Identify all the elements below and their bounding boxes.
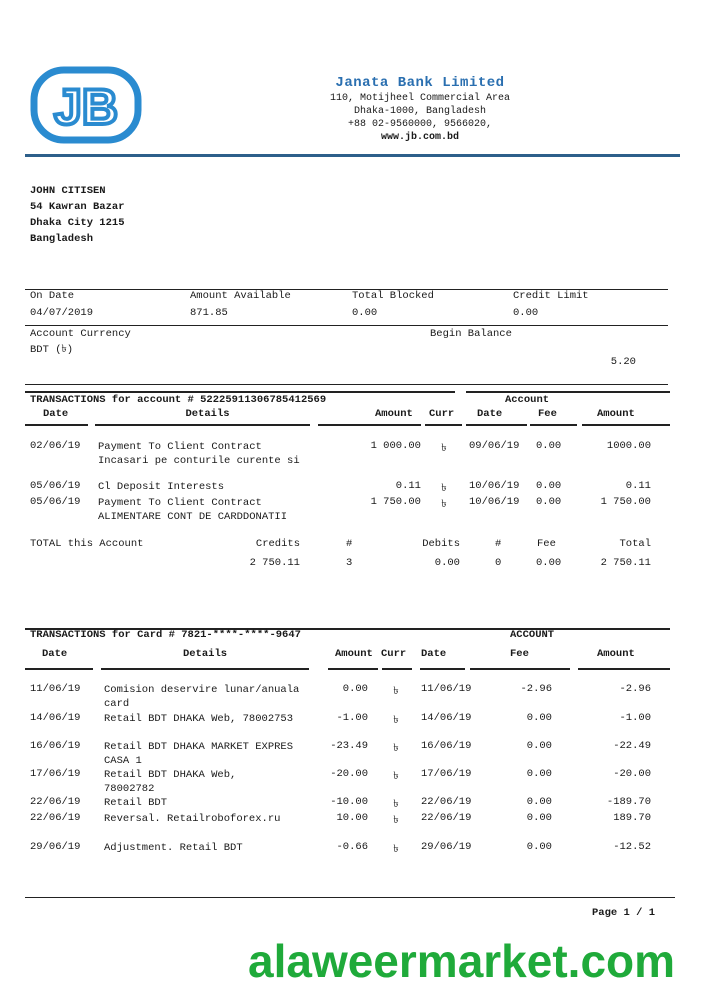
card-row-fee: -2.96: [520, 683, 552, 695]
customer-city: Dhaka City 1215: [30, 217, 125, 229]
card-hdr-rule-2: [101, 668, 309, 670]
acct-row-adate: 10/06/19: [469, 496, 520, 508]
acct-hdr-rule-7: [582, 424, 670, 426]
bank-name: Janata Bank Limited: [335, 75, 505, 91]
header-rule: [25, 154, 680, 157]
acct-row-curr: ৳: [441, 498, 447, 510]
card-tx-title: TRANSACTIONS for Card # 7821-****-****-9647: [30, 629, 301, 641]
card-hdr-amount: Amount: [335, 648, 373, 660]
acct-tx-title: TRANSACTIONS for account # 52225911306785412569: [30, 394, 327, 406]
card-row-fee: 0.00: [526, 841, 552, 853]
card-row-details: Comision deservire lunar/anuala card: [104, 684, 300, 710]
acct-hdr-aamount: Amount: [597, 408, 635, 420]
card-row-adate: 11/06/19: [421, 683, 472, 695]
acct-group-label: Account: [504, 394, 550, 406]
card-row-fee: 0.00: [526, 768, 552, 780]
acct-row-curr: ৳: [441, 482, 447, 494]
acct-hdr-curr: Curr: [429, 408, 455, 420]
card-row-aamount: -12.52: [613, 841, 651, 853]
credit-limit-label: Credit Limit: [513, 290, 589, 302]
acct-hdr-rule-1: [25, 424, 88, 426]
total-blocked-value: 0.00: [352, 307, 378, 319]
card-row-fee: 0.00: [526, 796, 552, 808]
card-row-adate: 29/06/19: [421, 841, 472, 853]
card-row-adate: 16/06/19: [421, 740, 472, 752]
acct-row-date: 05/06/19: [30, 480, 81, 492]
card-hdr-rule-7: [578, 668, 670, 670]
card-hdr-rule-4: [382, 668, 412, 670]
acct-fee-label: Fee: [537, 538, 556, 550]
card-row-date: 11/06/19: [30, 683, 81, 695]
card-row-curr: ৳: [393, 798, 399, 810]
card-row-adate: 17/06/19: [421, 768, 472, 780]
card-row-aamount: -189.70: [606, 796, 651, 808]
acct-row-amount: 1 000.00: [370, 440, 421, 452]
total-blocked-label: Total Blocked: [352, 290, 434, 302]
card-row-amount: 0.00: [342, 683, 368, 695]
card-row-date: 29/06/19: [30, 841, 81, 853]
acct-hdr-rule-3: [318, 424, 421, 426]
acct-row-fee: 0.00: [536, 440, 562, 452]
card-row-aamount: 189.70: [613, 812, 651, 824]
card-row-details: Retail BDT DHAKA Web, 78002753: [104, 713, 294, 725]
card-row-curr: ৳: [393, 843, 399, 855]
card-hdr-curr: Curr: [381, 648, 407, 660]
acct-row-curr: ৳: [441, 442, 447, 454]
acct-hdr-rule-2: [95, 424, 310, 426]
card-row-curr: ৳: [393, 685, 399, 697]
svg-text:JB: JB: [54, 79, 118, 135]
card-row-date: 22/06/19: [30, 812, 81, 824]
acct-debits-value: 0.00: [434, 557, 460, 569]
card-hdr-rule-1: [25, 668, 93, 670]
card-row-aamount: -22.49: [613, 740, 651, 752]
card-row-curr: ৳: [393, 714, 399, 726]
card-row-aamount: -1.00: [619, 712, 651, 724]
acct-row-aamount: 1 750.00: [600, 496, 651, 508]
account-currency-label: Account Currency: [30, 328, 131, 340]
card-row-fee: 0.00: [526, 812, 552, 824]
bank-logo-graphic: [30, 66, 142, 144]
customer-country: Bangladesh: [30, 233, 94, 245]
card-row-curr: ৳: [393, 770, 399, 782]
acct-row-fee: 0.00: [536, 496, 562, 508]
bank-address-1: 110, Motijheel Commercial Area: [329, 93, 511, 104]
summary-bottom-rule: [25, 384, 668, 385]
bank-website: www.jb.com.bd: [380, 132, 459, 143]
acct-row-date: 05/06/19: [30, 496, 81, 508]
card-row-amount: -20.00: [330, 768, 368, 780]
card-row-date: 14/06/19: [30, 712, 81, 724]
acct-hdr-rule-6: [530, 424, 577, 426]
card-hdr-rule-5: [420, 668, 465, 670]
on-date-value: 04/07/2019: [30, 307, 94, 319]
begin-balance-value: 5.20: [610, 356, 636, 368]
card-row-adate: 22/06/19: [421, 796, 472, 808]
card-row-fee: 0.00: [526, 712, 552, 724]
acct-total-value-label: Total: [619, 538, 651, 550]
card-row-curr: ৳: [393, 742, 399, 754]
card-row-details: Retail BDT DHAKA MARKET EXPRES CASA 1: [104, 741, 294, 767]
card-row-fee: 0.00: [526, 740, 552, 752]
credit-limit-value: 0.00: [513, 307, 539, 319]
acct-debits-label: Debits: [422, 538, 460, 550]
acct-hdr-details: Details: [185, 408, 230, 420]
acct-hash1-label: #: [346, 538, 353, 550]
card-row-details: Retail BDT: [104, 797, 168, 809]
acct-row-details: Cl Deposit Interests: [98, 481, 225, 493]
card-row-date: 22/06/19: [30, 796, 81, 808]
card-hdr-details: Details: [182, 648, 228, 660]
acct-hdr-rule-5: [466, 424, 527, 426]
amount-available-value: 871.85: [190, 307, 228, 319]
acct-hdr-amount: Amount: [375, 408, 413, 420]
acct-row-details: Payment To Client Contract Incasari pe conturile curente si: [98, 441, 300, 467]
bank-phone: +88 02-9560000, 9566020,: [347, 119, 493, 130]
card-row-curr: ৳: [393, 814, 399, 826]
acct-total-value: 2 750.11: [600, 557, 651, 569]
acct-total-label: TOTAL this Account: [30, 538, 144, 550]
card-row-amount: -23.49: [330, 740, 368, 752]
acct-hash2-value: 0: [495, 557, 502, 569]
card-hdr-fee: Fee: [510, 648, 529, 660]
bank-address-2: Dhaka-1000, Bangladesh: [353, 106, 487, 117]
watermark: alaweermarket.com: [248, 935, 676, 987]
acct-hdr-rule-4: [425, 424, 462, 426]
acct-title-rule-right: [466, 391, 670, 393]
bank-logo: [30, 66, 142, 144]
acct-row-adate: 09/06/19: [469, 440, 520, 452]
card-row-amount: -10.00: [330, 796, 368, 808]
acct-row-adate: 10/06/19: [469, 480, 520, 492]
acct-hdr-fee: Fee: [538, 408, 557, 420]
acct-fee-value: 0.00: [536, 557, 562, 569]
card-row-details: Adjustment. Retail BDT: [104, 842, 243, 854]
card-hdr-rule-6: [470, 668, 570, 670]
customer-name: JOHN CITISEN: [30, 185, 106, 197]
acct-row-fee: 0.00: [536, 480, 562, 492]
card-row-adate: 14/06/19: [421, 712, 472, 724]
card-row-details: Retail BDT DHAKA Web, 78002782: [104, 769, 237, 795]
card-hdr-aamount: Amount: [597, 648, 635, 660]
account-currency-value: BDT (৳): [30, 344, 74, 356]
card-hdr-date: Date: [42, 648, 68, 660]
card-row-date: 16/06/19: [30, 740, 81, 752]
card-row-adate: 22/06/19: [421, 812, 472, 824]
summary-mid-rule: [25, 325, 668, 326]
acct-title-rule-left: [25, 391, 455, 393]
footer-rule: [25, 897, 675, 898]
acct-row-amount: 0.11: [395, 480, 421, 492]
acct-hdr-date: Date: [43, 408, 69, 420]
acct-row-details: Payment To Client Contract ALIMENTARE CONT DE CARDDONATII: [98, 497, 288, 523]
acct-hash1-value: 3: [346, 557, 353, 569]
card-row-amount: -0.66: [336, 841, 368, 853]
card-row-aamount: -2.96: [619, 683, 651, 695]
acct-row-amount: 1 750.00: [370, 496, 421, 508]
begin-balance-label: Begin Balance: [430, 328, 512, 340]
acct-hdr-adate: Date: [477, 408, 503, 420]
on-date-label: On Date: [30, 290, 75, 302]
card-row-amount: -1.00: [336, 712, 368, 724]
acct-row-aamount: 1000.00: [606, 440, 651, 452]
acct-row-aamount: 0.11: [625, 480, 651, 492]
card-row-aamount: -20.00: [613, 768, 651, 780]
card-row-amount: 10.00: [336, 812, 368, 824]
card-hdr-adate: Date: [421, 648, 447, 660]
card-row-date: 17/06/19: [30, 768, 81, 780]
card-group-label: ACCOUNT: [510, 629, 555, 641]
acct-hash2-label: #: [495, 538, 502, 550]
customer-street: 54 Kawran Bazar: [30, 201, 125, 213]
card-row-details: Reversal. Retailroboforex.ru: [104, 813, 281, 825]
page-number: Page 1 / 1: [592, 907, 656, 919]
acct-row-date: 02/06/19: [30, 440, 81, 452]
card-hdr-rule-3: [328, 668, 378, 670]
acct-credits-value: 2 750.11: [249, 557, 300, 569]
amount-available-label: Amount Available: [190, 290, 291, 302]
acct-credits-label: Credits: [255, 538, 300, 550]
